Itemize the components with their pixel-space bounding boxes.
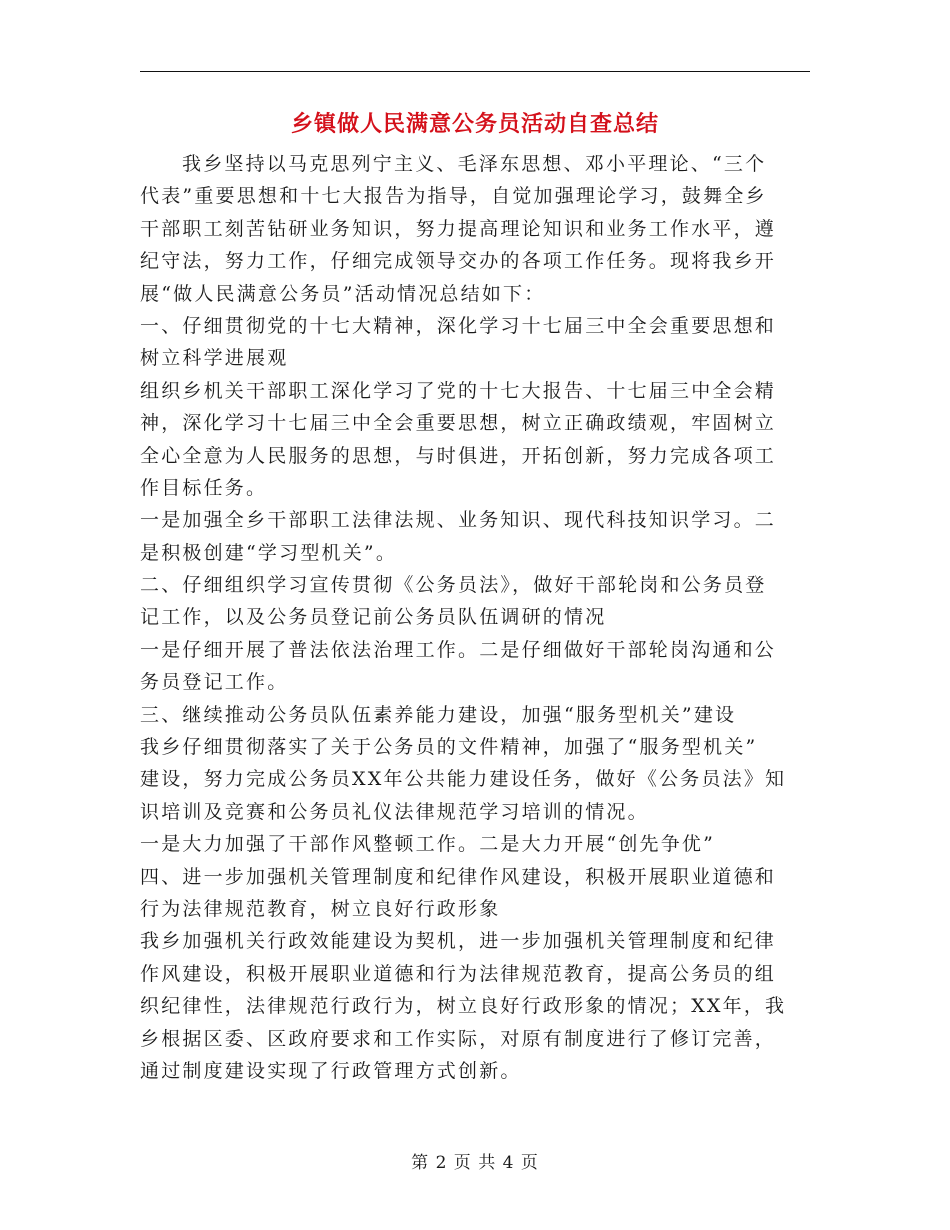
body-line: 建设，努力完成公务员XX年公共能力建设任务，做好《公务员法》知 bbox=[140, 768, 787, 791]
body-line: 干部职工刻苦钻研业务知识，努力提高理论知识和业务工作水平，遵 bbox=[140, 217, 777, 240]
body-line: 一是加强全乡干部职工法律法规、业务知识、现代科技知识学习。二 bbox=[140, 509, 777, 532]
body-line: 代表”重要思想和十七大报告为指导，自觉加强理论学习，鼓舞全乡 bbox=[140, 185, 767, 208]
section-heading-line: 树立科学进展观 bbox=[140, 347, 289, 370]
section-heading-line: 一、仔细贯彻党的十七大精神，深化学习十七届三中全会重要思想和 bbox=[140, 314, 777, 337]
body-line: 一是仔细开展了普法依法治理工作。二是仔细做好干部轮岗沟通和公 bbox=[140, 638, 777, 661]
body-line: 是积极创建“学习型机关”。 bbox=[140, 541, 398, 564]
body-line: 展“做人民满意公务员”活动情况总结如下： bbox=[140, 282, 546, 305]
page-number: 第 2 页 共 4 页 bbox=[411, 1153, 539, 1173]
body-line: 作目标任务。 bbox=[140, 476, 268, 499]
body-line: 全心全意为人民服务的思想，与时俱进，开拓创新，努力完成各项工 bbox=[140, 444, 777, 467]
body-line: 通过制度建设实现了行政管理方式创新。 bbox=[140, 1059, 522, 1082]
section-heading-line: 三、继续推动公务员队伍素养能力建设，加强“服务型机关”建设 bbox=[140, 703, 737, 726]
document-title: 乡镇做人民满意公务员活动自查总结 bbox=[290, 112, 659, 137]
body-line: 纪守法，努力工作，仔细完成领导交办的各项工作任务。现将我乡开 bbox=[140, 250, 777, 273]
document-body bbox=[140, 148, 810, 1087]
body-line: 作风建设，积极开展职业道德和行为法律规范教育，提高公务员的组 bbox=[140, 962, 777, 985]
body-line: 组织乡机关干部职工深化学习了党的十七大报告、十七届三中全会精 bbox=[140, 379, 777, 402]
header-rule bbox=[140, 71, 810, 72]
body-line: 一是大力加强了干部作风整顿工作。二是大力开展“创先争优” bbox=[140, 833, 716, 856]
body-line: 识培训及竞赛和公务员礼仪法律规范学习培训的情况。 bbox=[140, 800, 649, 823]
body-line: 神，深化学习十七届三中全会重要思想，树立正确政绩观，牢固树立 bbox=[140, 412, 777, 435]
body-line: 务员登记工作。 bbox=[140, 671, 289, 694]
section-heading-line: 二、仔细组织学习宣传贯彻《公务员法》，做好干部轮岗和公务员登 bbox=[140, 574, 767, 597]
body-line: 我乡加强机关行政效能建设为契机，进一步加强机关管理制度和纪律 bbox=[140, 930, 777, 953]
section-heading-line: 记工作，以及公务员登记前公务员队伍调研的情况 bbox=[140, 606, 607, 629]
section-heading-line: 行为法律规范教育，树立良好行政形象 bbox=[140, 897, 501, 920]
body-line: 乡根据区委、区政府要求和工作实际，对原有制度进行了修订完善， bbox=[140, 1027, 777, 1050]
body-line: 织纪律性，法律规范行政行为，树立良好行政形象的情况；XX年，我 bbox=[140, 995, 787, 1018]
body-line: 我乡仔细贯彻落实了关于公务员的文件精神，加强了“服务型机关” bbox=[140, 736, 758, 759]
body-line: 我乡坚持以马克思列宁主义、毛泽东思想、邓小平理论、“三个 bbox=[182, 153, 767, 175]
section-heading-line: 四、进一步加强机关管理制度和纪律作风建设，积极开展职业道德和 bbox=[140, 865, 777, 888]
